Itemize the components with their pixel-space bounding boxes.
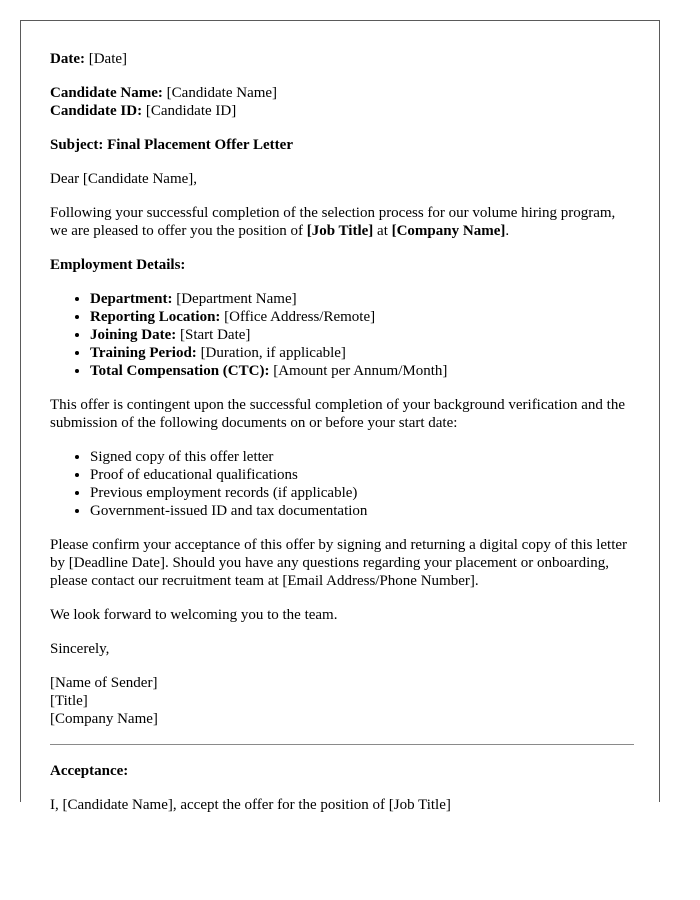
sender-block bbox=[50, 674, 634, 728]
detail-label: Training Period: bbox=[90, 345, 197, 361]
intro-end: . bbox=[505, 223, 510, 239]
intro-job-title: [Job Title] bbox=[306, 223, 374, 239]
subject-line bbox=[50, 136, 634, 154]
letter-page bbox=[20, 20, 660, 813]
intro-at: at bbox=[373, 223, 392, 239]
detail-value: [Office Address/Remote] bbox=[220, 309, 376, 325]
closing-line: We look forward to welcoming you to the team. bbox=[50, 607, 338, 623]
detail-total-compensation bbox=[90, 362, 634, 380]
employment-heading-text: Employment Details: bbox=[50, 257, 186, 273]
offer-letter bbox=[50, 50, 634, 830]
document-item: • Signed copy of this offer letter bbox=[90, 448, 634, 466]
date-label: Date: bbox=[50, 51, 85, 67]
detail-label: Joining Date: bbox=[90, 327, 177, 343]
document-item: • Previous employment records (if applicable) bbox=[90, 484, 634, 502]
candidate-name-value: [Candidate Name] bbox=[162, 85, 278, 101]
detail-value: [Department Name] bbox=[172, 291, 297, 307]
subject-text: Subject: Final Placement Offer Letter bbox=[50, 137, 293, 153]
documents-list bbox=[50, 448, 634, 520]
date-line bbox=[50, 50, 634, 68]
intro-company: [Company Name] bbox=[391, 223, 506, 239]
employment-heading bbox=[50, 256, 634, 274]
acceptance-heading bbox=[50, 762, 634, 780]
detail-label: Reporting Location: bbox=[90, 309, 221, 325]
intro-paragraph bbox=[50, 204, 634, 240]
detail-value: [Duration, if applicable] bbox=[196, 345, 346, 361]
employment-details-list bbox=[50, 290, 634, 380]
section-divider bbox=[50, 744, 634, 745]
sender-name: [Name of Sender] bbox=[50, 675, 158, 691]
candidate-id-value: [Candidate ID] bbox=[142, 103, 237, 119]
acceptance-heading-text: Acceptance: bbox=[50, 763, 129, 779]
candidate-block bbox=[50, 84, 634, 120]
greeting: Dear [Candidate Name], bbox=[50, 171, 198, 187]
intro-text: Following your successful completion of the selection process for our volume hiring program, we are pleased to offer you the position of bbox=[50, 205, 616, 239]
detail-training-period bbox=[90, 344, 634, 362]
acceptance-text: I, [Candidate Name], accept the offer for the position of [Job Title] bbox=[50, 797, 451, 813]
detail-reporting-location bbox=[90, 308, 634, 326]
contingent-paragraph: This offer is contingent upon the successful completion of your background verification and the submission of the following documents on or before your start date: bbox=[50, 397, 625, 431]
detail-value: [Start Date] bbox=[176, 327, 251, 343]
detail-department bbox=[90, 290, 634, 308]
sender-company: [Company Name] bbox=[50, 711, 158, 727]
confirm-paragraph: Please confirm your acceptance of this offer by signing and returning a digital copy of this letter by [Deadline Date]. Should you have any questions regarding your placement or onboarding, please contact our recruitment team at [Email Address/Phone Number]. bbox=[50, 537, 628, 589]
sender-title: [Title] bbox=[50, 693, 88, 709]
document-item: • Government-issued ID and tax documentation bbox=[90, 502, 634, 520]
detail-value: [Amount per Annum/Month] bbox=[269, 363, 448, 379]
sign-off: Sincerely, bbox=[50, 641, 110, 657]
candidate-id-label: Candidate ID: bbox=[50, 103, 143, 119]
candidate-name-label: Candidate Name: bbox=[50, 85, 163, 101]
date-value: [Date] bbox=[84, 51, 128, 67]
detail-label: Total Compensation (CTC): bbox=[90, 363, 270, 379]
detail-joining-date bbox=[90, 326, 634, 344]
detail-label: Department: bbox=[90, 291, 173, 307]
document-item: • Proof of educational qualifications bbox=[90, 466, 634, 484]
